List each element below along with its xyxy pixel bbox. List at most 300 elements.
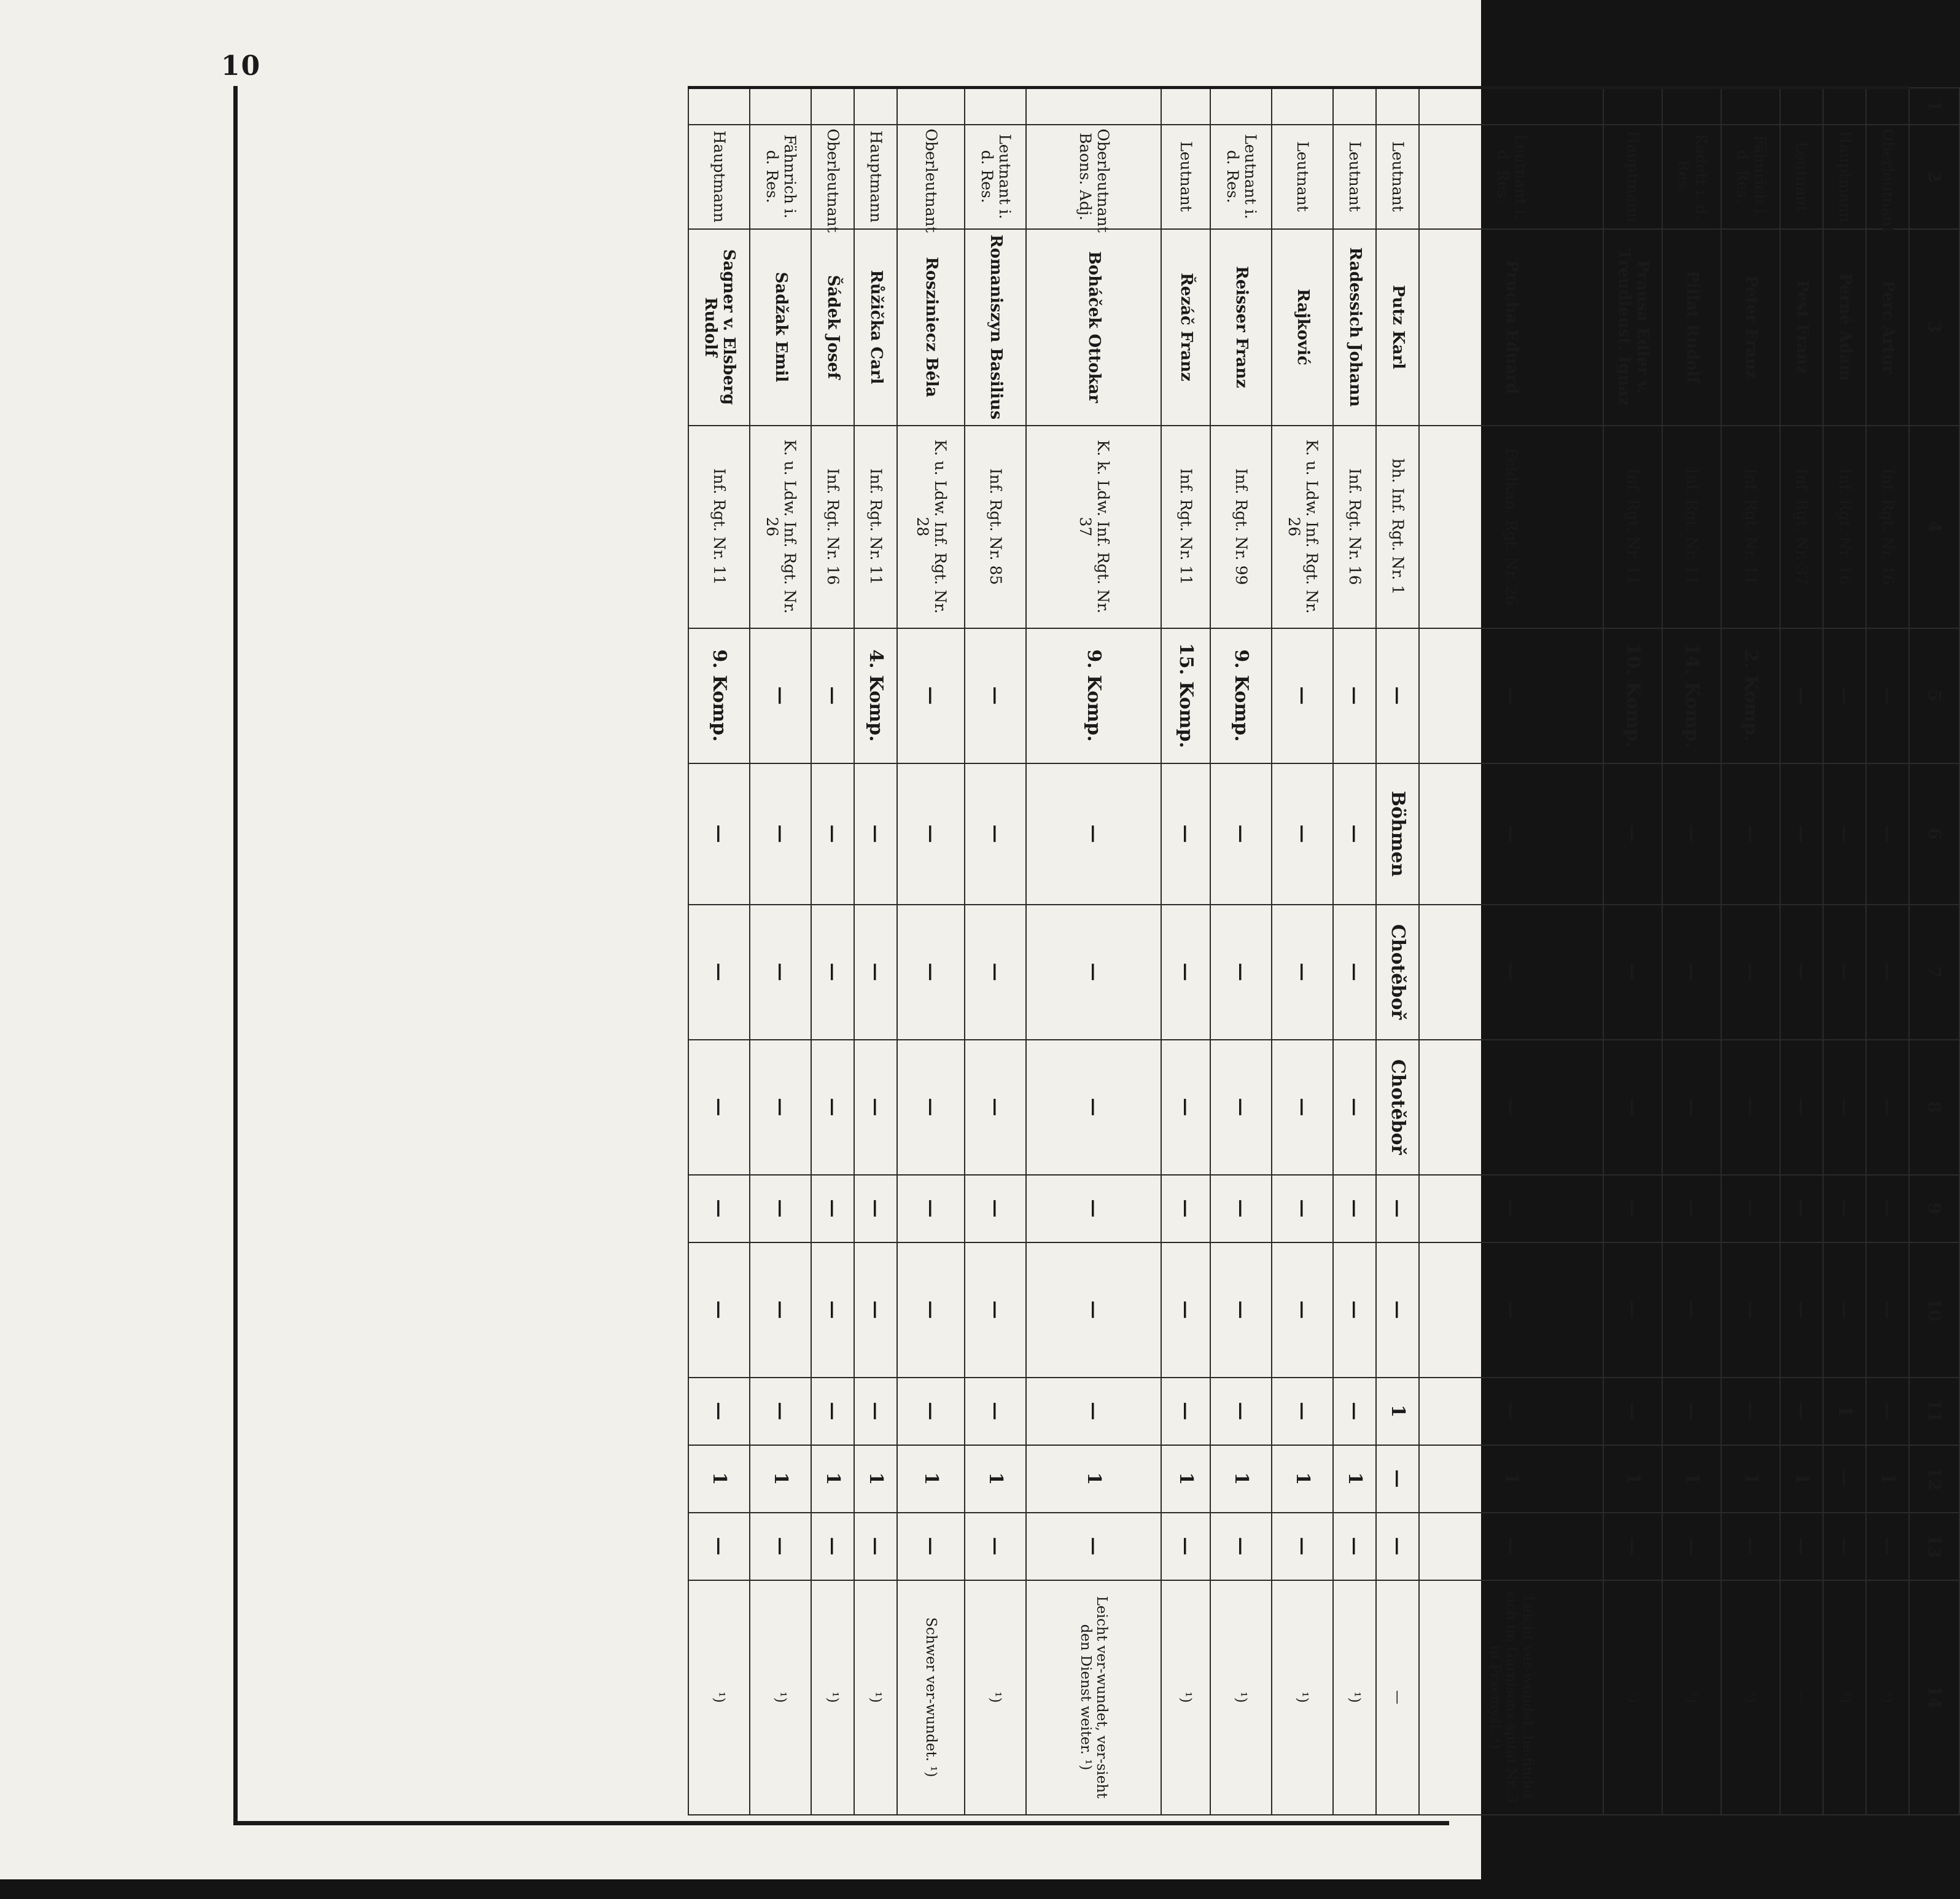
cell-company: — — [811, 628, 854, 763]
cell-col6: — — [1161, 763, 1210, 905]
cell-rank: Oberleutnant — [811, 125, 854, 229]
cell-col11: — — [811, 1378, 854, 1445]
cell-rank: Kadett i. d. Res. — [1662, 125, 1721, 229]
cell-col11: — — [1161, 1378, 1210, 1445]
page-number: 10 — [221, 50, 262, 82]
cell-col8: — — [1603, 1040, 1662, 1175]
cell-col9: — — [854, 1175, 897, 1242]
cell-note: — — [1780, 1580, 1823, 1815]
cell-col1 — [811, 88, 854, 125]
cell-rank: Fähnrich i. d. Res. — [750, 125, 811, 229]
cell-col1 — [1210, 88, 1272, 125]
table-row — [1866, 88, 1909, 1815]
cell-col11: — — [965, 1378, 1026, 1445]
col-header-4: 4 — [1909, 426, 1959, 628]
cell-col12: 1 — [688, 1445, 750, 1513]
table-row — [1210, 88, 1272, 1815]
cell-col9: — — [965, 1175, 1026, 1242]
cell-rank: Leutnant — [1161, 125, 1210, 229]
table-row — [1662, 88, 1721, 1815]
cell-col13: — — [1272, 1513, 1333, 1580]
cell-name: Růžička Carl — [854, 229, 897, 426]
cell-col1 — [1161, 88, 1210, 125]
col-header-8: 8 — [1909, 1040, 1959, 1175]
cell-col7: — — [1823, 905, 1866, 1040]
cell-unit: Inf. Rgt. Nr. 11 — [1662, 426, 1721, 628]
cell-col8: — — [1026, 1040, 1161, 1175]
cell-name: Perné Adam — [1823, 229, 1866, 426]
cell-col11: — — [1210, 1378, 1272, 1445]
cell-col9: — — [1721, 1175, 1780, 1242]
cell-col13: — — [1823, 1513, 1866, 1580]
cell-unit: Inf. Rgt. Nr. 16 — [1333, 426, 1376, 628]
cell-col1 — [1823, 88, 1866, 125]
cell-col8: — — [1823, 1040, 1866, 1175]
col-header-6: 6 — [1909, 763, 1959, 905]
cell-company: 2. Komp. — [1721, 628, 1780, 763]
cell-name: Boháček Ottokar — [1026, 229, 1161, 426]
cell-col1 — [750, 88, 811, 125]
cell-col8: — — [1721, 1040, 1780, 1175]
cell-col7: — — [854, 905, 897, 1040]
cell-col7: — — [688, 905, 750, 1040]
cell-col12: 1 — [1333, 1445, 1376, 1513]
cell-col12: 1 — [1161, 1445, 1210, 1513]
cell-name: Sagner v. Elsberg Rudolf — [688, 229, 750, 426]
cell-rank: Leutnant — [1272, 125, 1333, 229]
cell-col9: — — [1603, 1175, 1662, 1242]
cell-col8: — — [897, 1040, 965, 1175]
cell-col6: — — [1603, 763, 1662, 905]
cell-col6: — — [1026, 763, 1161, 905]
cell-col10: — — [1272, 1242, 1333, 1378]
cell-note: ¹) — [811, 1580, 854, 1815]
cell-note: Leicht ver-wundet, ver-sieht den Dienst weiter. ¹) — [1026, 1580, 1161, 1815]
cell-unit: Inf. Rgt. Nr. 11 — [1721, 426, 1780, 628]
cell-col7: — — [897, 905, 965, 1040]
cell-col1 — [1026, 88, 1161, 125]
cell-note: ¹) — [688, 1580, 750, 1815]
cell-col10: — — [854, 1242, 897, 1378]
col-header-13: 13 — [1909, 1513, 1959, 1580]
cell-company: — — [897, 628, 965, 763]
cell-note: ¹) — [1603, 1580, 1662, 1815]
cell-rank: Leutnant — [1780, 125, 1823, 229]
cell-rank: Hauptmann — [1603, 125, 1662, 229]
cell-rank: Hauptmann — [854, 125, 897, 229]
cell-col12: 1 — [854, 1445, 897, 1513]
cell-company: 9. Komp. — [1210, 628, 1272, 763]
cell-col7: — — [1662, 905, 1721, 1040]
cell-col6: — — [1823, 763, 1866, 905]
cell-col6: — — [1866, 763, 1909, 905]
cell-unit: Inf. Rgt. Nr. 37 — [1780, 426, 1823, 628]
cell-rank: Oberleutnant — [1866, 125, 1909, 229]
cell-col8: — — [1419, 1040, 1603, 1175]
cell-col9: — — [1272, 1175, 1333, 1242]
col-header-1: 1 — [1909, 88, 1959, 125]
cell-col12: 1 — [965, 1445, 1026, 1513]
table-row — [1603, 88, 1662, 1815]
cell-col7: — — [1780, 905, 1823, 1040]
col-header-10: 10 — [1909, 1242, 1959, 1378]
cell-company: 10. Komp. — [1603, 628, 1662, 763]
cell-col1 — [1272, 88, 1333, 125]
cell-col12: 1 — [750, 1445, 811, 1513]
cell-col7: — — [965, 905, 1026, 1040]
cell-col13: — — [688, 1513, 750, 1580]
cell-note: ¹) — [1333, 1580, 1376, 1815]
cell-col10: — — [1210, 1242, 1272, 1378]
cell-name: Romaniszyn Basilius — [965, 229, 1026, 426]
cell-company: 9. Komp. — [1026, 628, 1161, 763]
cell-name: Radessich Johann — [1333, 229, 1376, 426]
col-header-14: 14 — [1909, 1580, 1959, 1815]
cell-unit: Inf. Rgt. Nr. 99 — [1210, 426, 1272, 628]
cell-col13: — — [965, 1513, 1026, 1580]
col-header-2: 2 — [1909, 125, 1959, 229]
cell-rank: Hauptmann — [688, 125, 750, 229]
cell-note: Leicht ver-wundet, be-findet sich im Garnisons-spital Nr. 3 in Przemyśl. ¹) — [1419, 1580, 1603, 1815]
cell-col1 — [1721, 88, 1780, 125]
table-body — [688, 88, 1909, 1815]
cell-unit: Inf. Rgt. Nr. 11 — [854, 426, 897, 628]
cell-company: 14. Komp. — [1662, 628, 1721, 763]
cell-col1 — [1866, 88, 1909, 125]
cell-unit: K. k. Ldw. Inf. Rgt. Nr. 37 — [1026, 426, 1161, 628]
cell-col8: — — [1866, 1040, 1909, 1175]
cell-col13: — — [1603, 1513, 1662, 1580]
cell-rank: Leutnant — [1333, 125, 1376, 229]
cell-col13: — — [1419, 1513, 1603, 1580]
cell-col10: — — [688, 1242, 750, 1378]
cell-col8: Chotěboř — [1376, 1040, 1419, 1175]
cell-col10: — — [1376, 1242, 1419, 1378]
cell-col9: — — [1866, 1175, 1909, 1242]
cell-col10: — — [1603, 1242, 1662, 1378]
cell-col7: — — [750, 905, 811, 1040]
cell-col13: — — [1780, 1513, 1823, 1580]
cell-col10: — — [1662, 1242, 1721, 1378]
cell-company: — — [1866, 628, 1909, 763]
cell-note: ¹) — [1662, 1580, 1721, 1815]
cell-note: Schwer ver-wundet. ¹) — [897, 1580, 965, 1815]
cell-name: Rajković — [1272, 229, 1333, 426]
cell-col12: 1 — [1210, 1445, 1272, 1513]
cell-col7: — — [1721, 905, 1780, 1040]
cell-note: ¹) — [1866, 1580, 1909, 1815]
cell-col6: — — [811, 763, 854, 905]
cell-col8: — — [1662, 1040, 1721, 1175]
cell-col1 — [1780, 88, 1823, 125]
cell-col9: — — [688, 1175, 750, 1242]
table-row — [750, 88, 811, 1815]
cell-rank: Fähnrich i. d. Res. — [1721, 125, 1780, 229]
table-row — [1333, 88, 1376, 1815]
table-row — [688, 88, 750, 1815]
cell-col10: — — [1161, 1242, 1210, 1378]
cell-col13: — — [1333, 1513, 1376, 1580]
cell-col12: 1 — [811, 1445, 854, 1513]
cell-col8: — — [854, 1040, 897, 1175]
cell-col11: — — [1866, 1378, 1909, 1445]
cell-col12: 1 — [1866, 1445, 1909, 1513]
cell-col11: — — [1603, 1378, 1662, 1445]
cell-company: — — [1780, 628, 1823, 763]
cell-col9: — — [750, 1175, 811, 1242]
cell-col1 — [1333, 88, 1376, 125]
cell-note: ¹) — [1210, 1580, 1272, 1815]
cell-col10: — — [750, 1242, 811, 1378]
cell-col7: — — [1272, 905, 1333, 1040]
cell-col10: — — [1823, 1242, 1866, 1378]
cell-unit: K. u. Ldw. Inf. Rgt. Nr. 26 — [750, 426, 811, 628]
cell-company: — — [750, 628, 811, 763]
cell-name: Perc Artur — [1866, 229, 1909, 426]
cell-col6: — — [965, 763, 1026, 905]
cell-unit: K. u. Ldw. Inf. Rgt. Nr. 28 — [897, 426, 965, 628]
cell-col11: — — [1780, 1378, 1823, 1445]
cell-company: 4. Komp. — [854, 628, 897, 763]
cell-col12: 1 — [1419, 1445, 1603, 1513]
cell-rank: Leutnant i. d. Res. — [1210, 125, 1272, 229]
cell-col8: — — [1780, 1040, 1823, 1175]
cell-col10: — — [1780, 1242, 1823, 1378]
cell-unit: Inf. Rgt. Nr. 16 — [1823, 426, 1866, 628]
cell-col6: — — [1272, 763, 1333, 905]
cell-name: Reisser Franz — [1210, 229, 1272, 426]
cell-company: — — [1419, 628, 1603, 763]
table-row — [854, 88, 897, 1815]
cell-col11: — — [854, 1378, 897, 1445]
cell-col6: Böhmen — [1376, 763, 1419, 905]
cell-company: 9. Komp. — [688, 628, 750, 763]
cell-col7: — — [811, 905, 854, 1040]
cell-col13: — — [1026, 1513, 1161, 1580]
col-header-11: 11 — [1909, 1378, 1959, 1445]
cell-col12: 1 — [1603, 1445, 1662, 1513]
col-header-9: 9 — [1909, 1175, 1959, 1242]
cell-unit: Inf. Rgt. Nr. 85 — [965, 426, 1026, 628]
cell-col11: — — [688, 1378, 750, 1445]
cell-col8: — — [1272, 1040, 1333, 1175]
table-row — [1780, 88, 1823, 1815]
cell-company: — — [1376, 628, 1419, 763]
cell-company: — — [1333, 628, 1376, 763]
cell-col1 — [965, 88, 1026, 125]
col-header-3: 3 — [1909, 229, 1959, 426]
cell-note: ¹) — [1721, 1580, 1780, 1815]
cell-col13: — — [1721, 1513, 1780, 1580]
cell-col9: — — [1333, 1175, 1376, 1242]
cell-col1 — [688, 88, 750, 125]
cell-col9: — — [1161, 1175, 1210, 1242]
cell-col12: 1 — [1662, 1445, 1721, 1513]
cell-col12: — — [1823, 1445, 1866, 1513]
cell-col8: — — [1210, 1040, 1272, 1175]
cell-company: — — [1272, 628, 1333, 763]
cell-col9: — — [1823, 1175, 1866, 1242]
cell-col7: — — [1333, 905, 1376, 1040]
cell-col7: — — [1161, 905, 1210, 1040]
cell-unit: Feldkan. Rgt. Nr. 26 — [1419, 426, 1603, 628]
cell-col7: — — [1866, 905, 1909, 1040]
cell-col1 — [1376, 88, 1419, 125]
casualty-table-wrapper — [233, 86, 1945, 1825]
cell-col10: — — [1026, 1242, 1161, 1378]
cell-col9: — — [1376, 1175, 1419, 1242]
cell-name: Pest Franz — [1780, 229, 1823, 426]
cell-name: Šádek Josef — [811, 229, 854, 426]
cell-col12: 1 — [1721, 1445, 1780, 1513]
cell-col9: — — [1780, 1175, 1823, 1242]
cell-col7: — — [1026, 905, 1161, 1040]
cell-col6: — — [897, 763, 965, 905]
cell-note: — — [1376, 1580, 1419, 1815]
cell-col12: 1 — [1272, 1445, 1333, 1513]
casualty-table — [688, 86, 1960, 1815]
cell-col6: — — [1333, 763, 1376, 905]
col-header-12: 12 — [1909, 1445, 1959, 1513]
table-row — [965, 88, 1026, 1815]
cell-col13: — — [1662, 1513, 1721, 1580]
cell-rank: Oberleutnant Baons. Adj. — [1026, 125, 1161, 229]
cell-col11: 1 — [1376, 1378, 1419, 1445]
cell-col12: 1 — [1026, 1445, 1161, 1513]
cell-col8: — — [1333, 1040, 1376, 1175]
cell-rank: Hauptmann — [1823, 125, 1866, 229]
cell-unit: Inf. Rgt. Nr. 16 — [1866, 426, 1909, 628]
cell-col12: 1 — [897, 1445, 965, 1513]
cell-col9: — — [897, 1175, 965, 1242]
cell-col11: — — [1333, 1378, 1376, 1445]
table-row — [1376, 88, 1419, 1815]
cell-name: Putz Karl — [1376, 229, 1419, 426]
cell-col11: — — [1721, 1378, 1780, 1445]
table-row — [811, 88, 854, 1815]
cell-col7: Chotěboř — [1376, 905, 1419, 1040]
cell-col6: — — [1419, 763, 1603, 905]
col-header-5: 5 — [1909, 628, 1959, 763]
cell-col1 — [1419, 88, 1603, 125]
cell-name: Prausa Edler v. Treudlenst. Ignaz — [1603, 229, 1662, 426]
cell-col6: — — [1210, 763, 1272, 905]
cell-col9: — — [1210, 1175, 1272, 1242]
cell-unit: K. u. Ldw. Inf. Rgt. Nr. 26 — [1272, 426, 1333, 628]
cell-col13: — — [1376, 1513, 1419, 1580]
header-row — [1909, 88, 1959, 1815]
cell-col7: — — [1210, 905, 1272, 1040]
cell-note: ¹) — [750, 1580, 811, 1815]
cell-unit: Inf. Rgt. Nr. 16 — [811, 426, 854, 628]
cell-col6: — — [1780, 763, 1823, 905]
cell-unit: Inf. Rgt. Nr. 11 — [688, 426, 750, 628]
cell-rank: Leutnant — [1376, 125, 1419, 229]
cell-name: Rosziniecz Béla — [897, 229, 965, 426]
cell-col9: — — [1662, 1175, 1721, 1242]
cell-note: ¹) — [1823, 1580, 1866, 1815]
cell-col13: — — [897, 1513, 965, 1580]
cell-col10: — — [1866, 1242, 1909, 1378]
cell-name: Pillat Rudolf — [1662, 229, 1721, 426]
cell-col11: — — [1026, 1378, 1161, 1445]
cell-col10: — — [811, 1242, 854, 1378]
cell-rank: Leutnant i. d. Res. — [1419, 125, 1603, 229]
cell-name: Řezáč Franz — [1161, 229, 1210, 426]
cell-col9: — — [1419, 1175, 1603, 1242]
cell-note: ¹) — [965, 1580, 1026, 1815]
cell-col10: — — [1333, 1242, 1376, 1378]
cell-col13: — — [1210, 1513, 1272, 1580]
cell-col13: — — [854, 1513, 897, 1580]
cell-note: ¹) — [1161, 1580, 1210, 1815]
cell-unit: Inf. Rgt. Nr. 11 — [1603, 426, 1662, 628]
cell-col6: — — [1662, 763, 1721, 905]
table-row — [1721, 88, 1780, 1815]
cell-col6: — — [854, 763, 897, 905]
cell-company: 15. Komp. — [1161, 628, 1210, 763]
cell-col13: — — [750, 1513, 811, 1580]
cell-name: Sadžak Emil — [750, 229, 811, 426]
cell-col1 — [897, 88, 965, 125]
cell-col11: — — [1419, 1378, 1603, 1445]
cell-col6: — — [750, 763, 811, 905]
cell-unit: Inf. Rgt. Nr. 11 — [1161, 426, 1210, 628]
table-row — [1419, 88, 1603, 1815]
table-row — [1272, 88, 1333, 1815]
table-row — [1026, 88, 1161, 1815]
cell-col12: — — [1376, 1445, 1419, 1513]
cell-unit: bh. Inf. Rgt. Nr. 1 — [1376, 426, 1419, 628]
cell-company: — — [1823, 628, 1866, 763]
table-row — [1161, 88, 1210, 1815]
cell-note: ¹) — [1272, 1580, 1333, 1815]
cell-col7: — — [1603, 905, 1662, 1040]
cell-col7: — — [1419, 905, 1603, 1040]
cell-col6: — — [1721, 763, 1780, 905]
cell-col1 — [1603, 88, 1662, 125]
cell-col8: — — [811, 1040, 854, 1175]
cell-name: Prucha Eduard — [1419, 229, 1603, 426]
cell-rank: Leutnant i. d. Res. — [965, 125, 1026, 229]
cell-col11: — — [1662, 1378, 1721, 1445]
cell-col9: — — [811, 1175, 854, 1242]
cell-col10: — — [1419, 1242, 1603, 1378]
cell-note: ¹) — [854, 1580, 897, 1815]
cell-col8: — — [750, 1040, 811, 1175]
cell-col1 — [1662, 88, 1721, 125]
cell-rank: Oberleutnant — [897, 125, 965, 229]
cell-col8: — — [688, 1040, 750, 1175]
cell-col10: — — [1721, 1242, 1780, 1378]
cell-col13: — — [811, 1513, 854, 1580]
cell-name: Peter Franz — [1721, 229, 1780, 426]
table-row — [1823, 88, 1866, 1815]
col-header-7: 7 — [1909, 905, 1959, 1040]
table-row — [897, 88, 965, 1815]
cell-col10: — — [965, 1242, 1026, 1378]
cell-col9: — — [1026, 1175, 1161, 1242]
cell-col6: — — [688, 763, 750, 905]
cell-col1 — [854, 88, 897, 125]
cell-company: — — [965, 628, 1026, 763]
cell-col11: — — [1272, 1378, 1333, 1445]
cell-col12: 1 — [1780, 1445, 1823, 1513]
cell-col8: — — [1161, 1040, 1210, 1175]
cell-col11: — — [897, 1378, 965, 1445]
cell-col11: 1 — [1823, 1378, 1866, 1445]
cell-col10: — — [897, 1242, 965, 1378]
